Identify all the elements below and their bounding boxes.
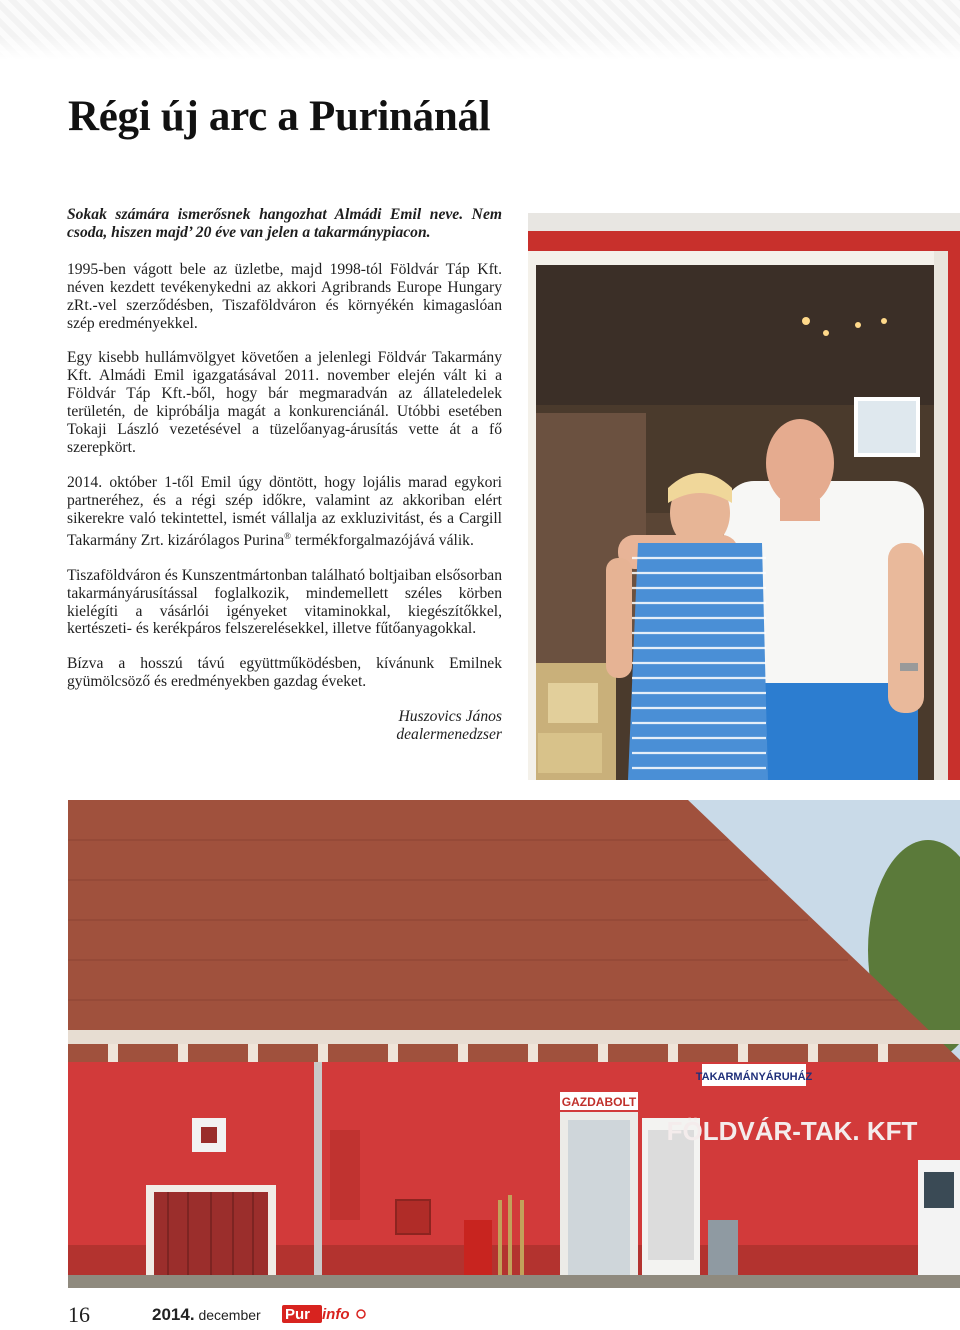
issue-month: december <box>198 1307 261 1323</box>
paragraph-3 <box>67 474 502 550</box>
paragraph-2: Egy kisebb hullámvölgyet követően a jelenlegi Földvár Takarmány Kft. Almádi Emil igazgatásával 2011. november elején vált ki a Földvár Táp Kft.-ből, hogy bár megmaradván az állateledelek területén, de kipróbálja magát a konkurenciánál. Utóbbi esetében Tokaji László vezetésével a tüzelőanyag-árusítás vette át a fő szerepkört. <box>67 349 502 456</box>
svg-text:Pur: Pur <box>285 1306 311 1323</box>
svg-text:info: info <box>322 1306 350 1323</box>
paragraph-3-text: 2014. október 1-től Emil úgy döntött, hogy lojális marad egykori partneréhez, és a régi szép időkre, valamint az akkoriban elért sikerekre való tekintettel, ismét vállalja az exkluzivitást, és a Cargill Takarmány Zrt. kizárólagos Purina <box>67 473 502 549</box>
signature-role: dealermenedzser <box>396 726 502 744</box>
paragraph-5: Bízva a hosszú távú együttműködésben, kívánunk Emilnek gyümölcsöző és eredményekben gazdag éveket. <box>67 655 502 691</box>
paragraph-3-tail: termékforgalmazójává válik. <box>291 531 474 549</box>
photo-shop-building <box>68 800 960 1288</box>
signature <box>67 708 502 744</box>
paragraph-4: Tiszaföldváron és Kunszentmártonban található boltjaiban elsősorban takarmányárusítással foglalkozik, mindemellett széles körben kielégíti a vásárlói igényeket vitaminokkal, kiegészítőkkel, kertészeti- és kerékpáros felszerelésekkel, illetve fűtőanyagokkal. <box>67 566 502 638</box>
photo-couple-doorway <box>528 213 960 780</box>
article-body <box>67 206 502 744</box>
sign-gazdabolt: GAZDABOLT <box>561 1095 637 1109</box>
painted-company-name: FÖLDVÁR-TAK. KFT <box>666 1116 918 1146</box>
header-pattern <box>0 0 960 60</box>
purinfo-logo <box>282 1303 366 1325</box>
signature-name: Huszovics János <box>398 708 502 726</box>
page-title: Régi új arc a Purinánál <box>68 93 491 140</box>
issue-date <box>152 1305 261 1325</box>
building-illustration <box>68 800 960 1288</box>
couple-illustration <box>528 213 960 780</box>
issue-year: 2014. <box>152 1305 195 1324</box>
lead-paragraph: Sokak számára ismerősnek hangozhat Almádi Emil neve. Nem csoda, hiszen majd’ 20 éve van jelen a takarmánypiacon. <box>67 206 502 241</box>
paragraph-1: 1995-ben vágott bele az üzletbe, majd 1998-tól Földvár Táp Kft. néven kezdett tevékenykedni az akkori Agribrands Europe Hungary zRt.-vel szerződésben, Tiszaföldváron és környékén kimagaslóan szép eredményekkel. <box>67 260 502 332</box>
sign-takarmanyaruhaz: TAKARMÁNYÁRUHÁZ <box>695 1071 813 1083</box>
page-number: 16 <box>68 1302 90 1327</box>
registered-mark: ® <box>284 530 291 541</box>
